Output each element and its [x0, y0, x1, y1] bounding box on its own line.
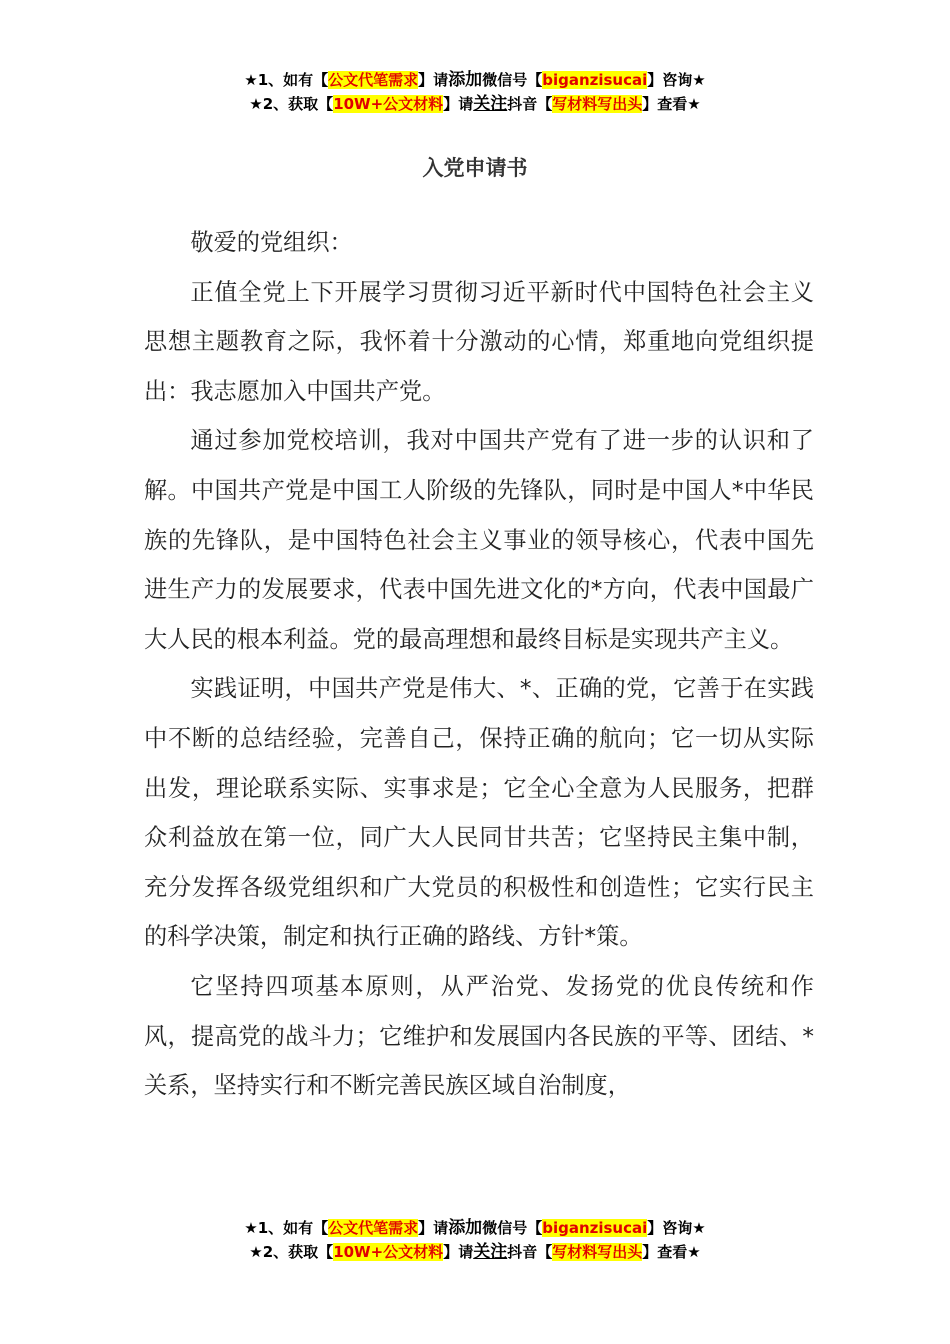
- promo-highlight: 公文代笔需求: [328, 1219, 419, 1237]
- promo-highlight: 10W+公文材料: [333, 95, 444, 113]
- promo-line-2: [0, 92, 950, 116]
- promo-highlight: 10W+公文材料: [333, 1243, 444, 1261]
- promo-text: 】请: [443, 1243, 474, 1261]
- paragraph: 它坚持四项基本原则，从严治党、发扬党的优良传统和作风，提高党的战斗力；它维护和发展国内各民族的平等、团结、*关系，坚持实行和不断完善民族区域自治制度，: [144, 972, 814, 1100]
- promo-text: 抖音【: [507, 95, 553, 113]
- promo-text: 】查看★: [642, 1243, 701, 1261]
- promo-text: 关注: [473, 1242, 508, 1262]
- promo-text: 】请: [418, 1219, 449, 1237]
- paragraph: 实践证明，中国共产党是伟大、*、正确的党，它善于在实践中不断的总结经验，完善自己，保持正确的航向；它一切从实际出发，理论联系实际、实事求是；它全心全意为人民服务，把群众利益放在第一位，同广大人民同甘共苦；它坚持民主集中制，充分发挥各级党组织和广大党员的积极性和创造性；它实行民主的科学决策，制定和执行正确的路线、方针*策。: [144, 675, 814, 951]
- promo-text: ★1、如有【: [244, 71, 329, 89]
- promo-line-1: [0, 1216, 950, 1240]
- douyin-id-highlight: 写材料写出头: [552, 95, 643, 113]
- promo-text: 】查看★: [642, 95, 701, 113]
- paragraph: 通过参加党校培训，我对中国共产党有了进一步的认识和了解。中国共产党是中国工人阶级的先锋队，同时是中国人*中华民族的先锋队，是中国特色社会主义事业的领导核心，代表中国先进生产力的发展要求，代表中国先进文化的*方向，代表中国最广大人民的根本利益。党的最高理想和最终目标是实现共产主义。: [144, 427, 814, 653]
- douyin-id-highlight: 写材料写出头: [552, 1243, 643, 1261]
- promo-text: 】咨询★: [647, 71, 706, 89]
- wechat-id-highlight: biganzisucai: [542, 71, 648, 89]
- promo-text: 添加: [448, 70, 483, 90]
- promo-line-1: [0, 68, 950, 92]
- promo-line-2: [0, 1240, 950, 1264]
- promo-text: 抖音【: [507, 1243, 553, 1261]
- promo-highlight: 公文代笔需求: [328, 71, 419, 89]
- salutation: 敬爱的党组织：: [190, 229, 353, 256]
- promo-text: ★2、获取【: [249, 95, 334, 113]
- promo-text: 】请: [418, 71, 449, 89]
- document-body: [144, 218, 814, 1111]
- promo-text: ★1、如有【: [244, 1219, 329, 1237]
- promo-text: 】咨询★: [647, 1219, 706, 1237]
- header-promo-banner: [0, 68, 950, 116]
- footer-promo-banner: [0, 1216, 950, 1264]
- paragraph: 正值全党上下开展学习贯彻习近平新时代中国特色社会主义思想主题教育之际，我怀着十分激动的心情，郑重地向党组织提出：我志愿加入中国共产党。: [144, 278, 814, 405]
- wechat-id-highlight: biganzisucai: [542, 1219, 648, 1237]
- promo-text: 微信号【: [482, 1219, 543, 1237]
- promo-text: 添加: [448, 1218, 483, 1238]
- promo-text: ★2、获取【: [249, 1243, 334, 1261]
- document-title: 入党申请书: [422, 156, 528, 180]
- promo-text: 关注: [473, 94, 508, 114]
- promo-text: 微信号【: [482, 71, 543, 89]
- promo-text: 】请: [443, 95, 474, 113]
